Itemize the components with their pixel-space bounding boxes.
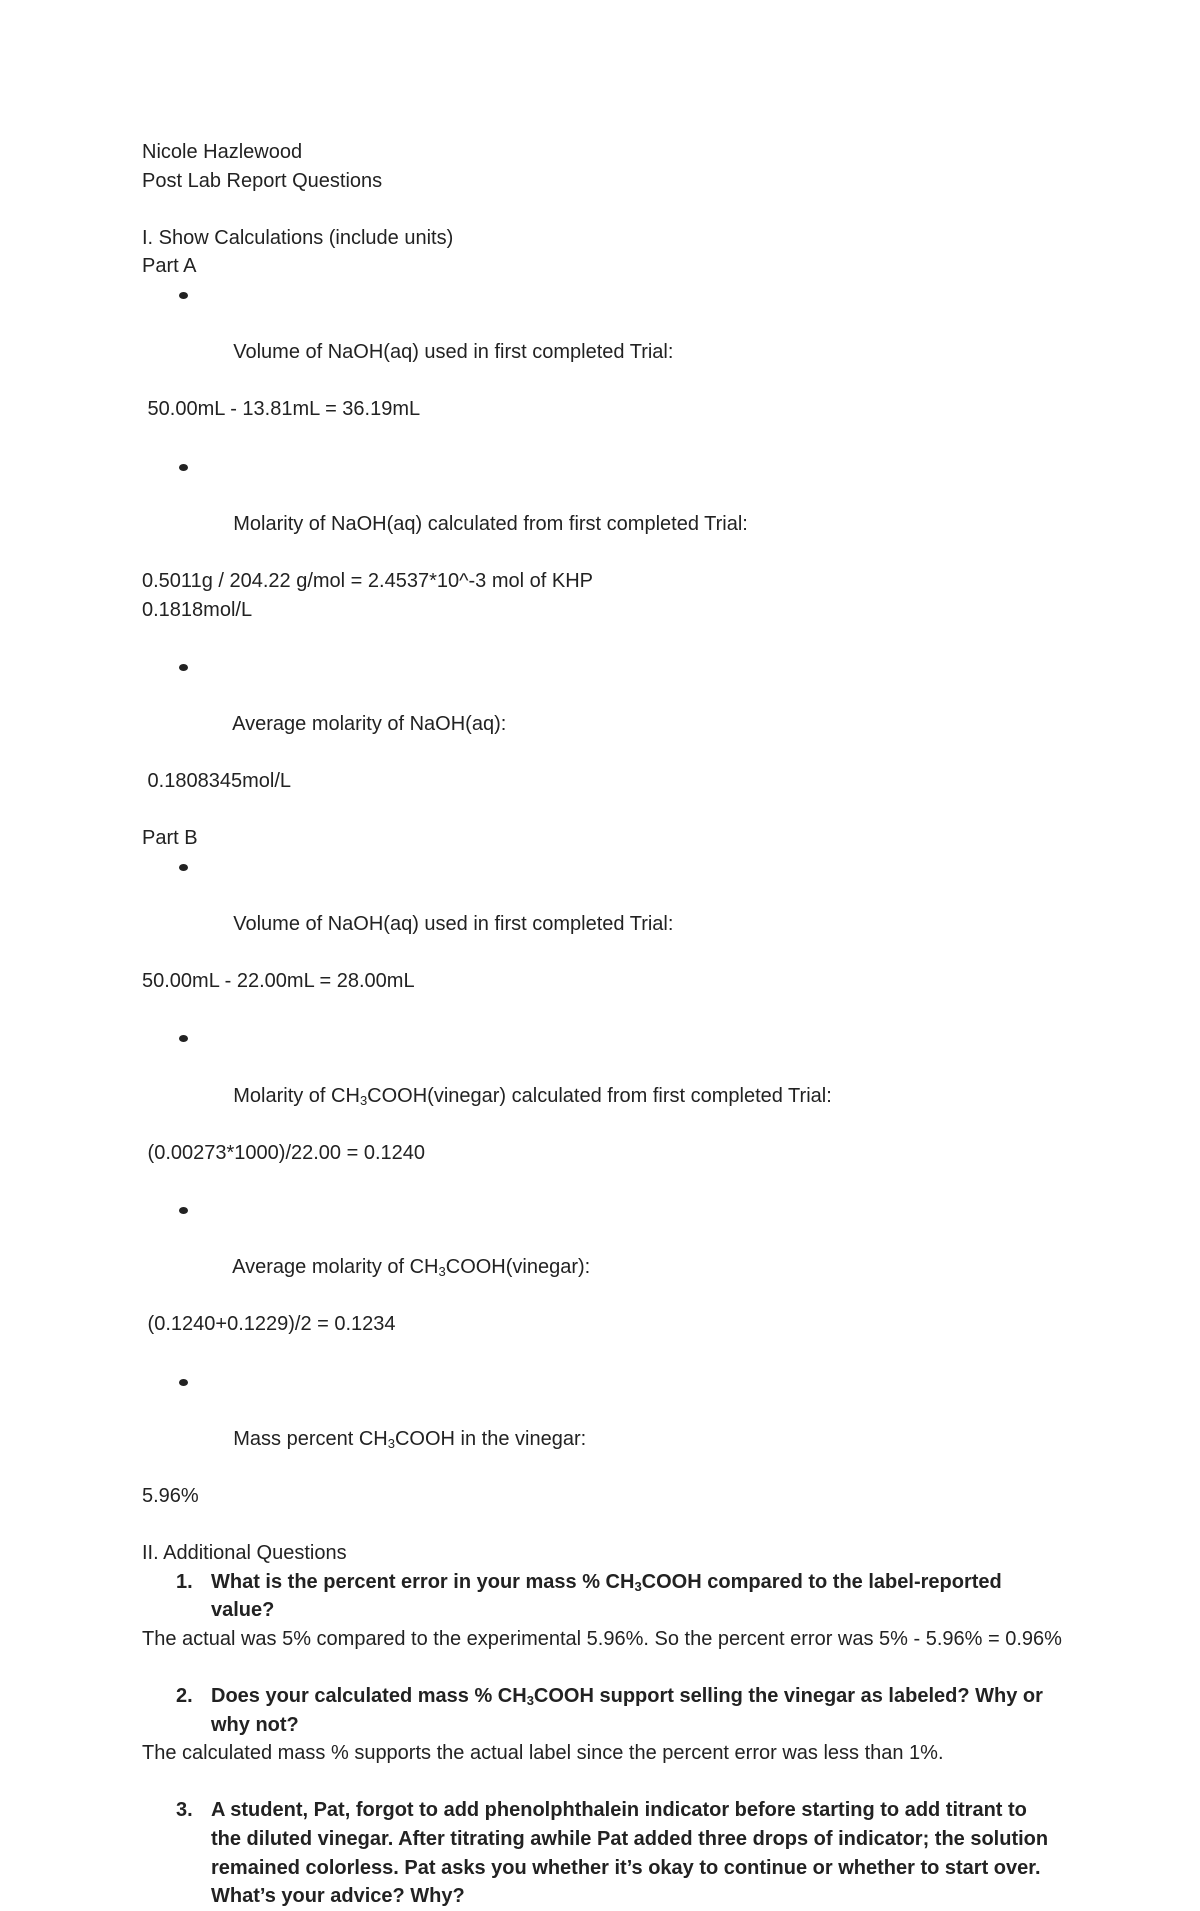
bullet-question-prefix: Molarity of CH [233, 1084, 360, 1107]
answer-paragraph: The calculated mass % supports the actual label since the percent error was less than 1%. [142, 1742, 944, 1765]
section-heading-calculations: I. Show Calculations (include units) [142, 226, 454, 249]
spacer [142, 1768, 1062, 1797]
bullet-icon [179, 464, 188, 471]
spacer [142, 1653, 1062, 1682]
bullet-icon [179, 664, 188, 671]
document-page [142, 138, 1062, 1911]
answer-line: 50.00mL - 13.81mL = 36.19mL [142, 398, 421, 421]
subscript: 3 [359, 1092, 368, 1108]
subscript: 3 [438, 1264, 446, 1280]
answer-line: 50.00mL - 22.00mL = 28.00mL [142, 970, 415, 993]
bullet-icon [179, 292, 188, 299]
numbered-question [142, 1568, 1062, 1625]
numbered-question [142, 1796, 1062, 1910]
bullet-item [142, 1196, 1062, 1310]
spacer [142, 195, 1062, 224]
bullet-question-prefix: Mass percent CH [233, 1427, 388, 1450]
spacer [142, 1339, 1062, 1368]
answer-line: 0.1808345mol/L [142, 770, 292, 793]
bullet-item [142, 453, 1062, 567]
part-a-label: Part A [142, 255, 197, 278]
bullet-icon [179, 1207, 188, 1214]
bullet-question-suffix: COOH(vinegar) calculated from first completed Trial: [367, 1084, 832, 1107]
document-title: Post Lab Report Questions [142, 169, 383, 192]
part-b-label: Part B [142, 827, 198, 850]
question-text-prefix: Does your calculated mass % CH [211, 1685, 527, 1708]
subscript: 3 [387, 1435, 395, 1451]
spacer [142, 624, 1062, 653]
bullet-question: Molarity of NaOH(aq) calculated from first completed Trial: [233, 512, 748, 535]
answer-line: 5.96% [142, 1484, 199, 1507]
question-text-suffix: COOH compared to the label-reported value? [211, 1570, 1002, 1622]
subscript: 3 [526, 1693, 534, 1709]
question-number: 2. [176, 1685, 193, 1708]
spacer [142, 424, 1062, 453]
spacer [142, 1511, 1062, 1540]
question-text-prefix: What is the percent error in your mass % CH [211, 1570, 635, 1593]
bullet-icon [179, 864, 188, 871]
question-number: 3. [176, 1799, 193, 1822]
spacer [142, 796, 1062, 825]
bullet-question: Average molarity of NaOH(aq): [232, 712, 507, 735]
question-number: 1. [176, 1570, 193, 1593]
author-name: Nicole Hazlewood [142, 141, 303, 163]
bullet-item [142, 1368, 1062, 1482]
question-text: A student, Pat, forgot to add phenolphthalein indicator before starting to add titrant to the diluted vinegar. After titrating awhile Pat added three drops of indicator; the solution remained colorless. Pat asks you whether it’s okay to continue or whether to start over. What’s your advice? Why? [211, 1799, 1049, 1908]
bullet-icon [179, 1035, 188, 1042]
bullet-question: Volume of NaOH(aq) used in first completed Trial: [233, 913, 674, 936]
bullet-icon [179, 1379, 188, 1386]
bullet-question-suffix: COOH(vinegar): [445, 1256, 591, 1279]
bullet-question-suffix: COOH in the vinegar: [394, 1427, 587, 1450]
spacer [142, 996, 1062, 1025]
bullet-item [142, 281, 1062, 395]
answer-line: 0.5011g / 204.22 g/mol = 2.4537*10^-3 mol of KHP [142, 569, 593, 592]
answer-paragraph: The actual was 5% compared to the experimental 5.96%. So the percent error was 5% - 5.96% = 0.96% [142, 1627, 1062, 1650]
subscript: 3 [634, 1578, 642, 1594]
bullet-question-prefix: Average molarity of CH [232, 1256, 439, 1279]
numbered-question [142, 1682, 1062, 1739]
section-heading-additional: II. Additional Questions [142, 1542, 347, 1565]
answer-line: (0.00273*1000)/22.00 = 0.1240 [142, 1141, 426, 1164]
bullet-item [142, 1024, 1062, 1138]
bullet-item [142, 853, 1062, 967]
bullet-item [142, 653, 1062, 767]
bullet-question: Volume of NaOH(aq) used in first completed Trial: [233, 341, 674, 364]
question-text-suffix: COOH support selling the vinegar as labeled? Why or why not? [211, 1685, 1043, 1736]
answer-line: 0.1818mol/L [142, 598, 253, 621]
answer-line: (0.1240+0.1229)/2 = 0.1234 [142, 1313, 396, 1336]
spacer [142, 1167, 1062, 1196]
